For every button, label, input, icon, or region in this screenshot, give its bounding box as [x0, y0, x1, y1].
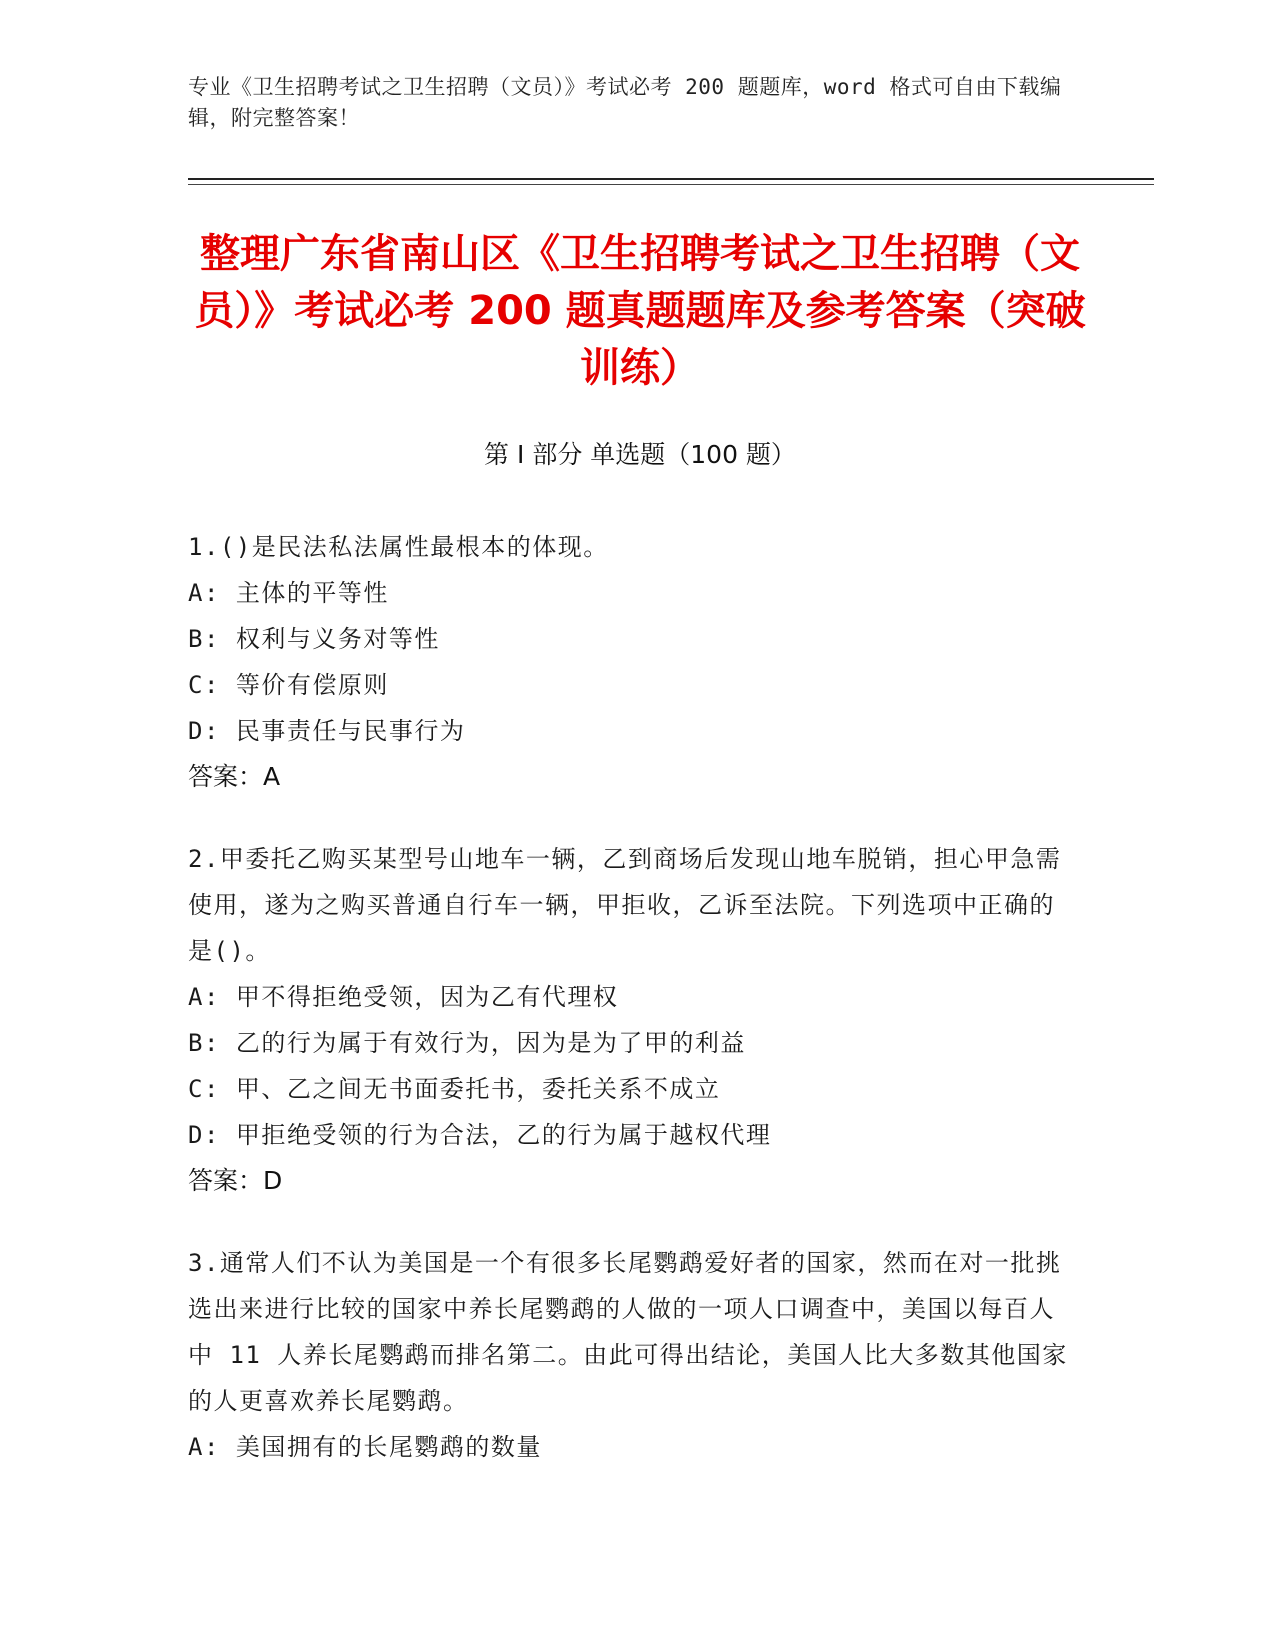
option-a: A: 甲不得拒绝受领，因为乙有代理权 — [188, 983, 619, 1011]
answer-line: 答案：A — [188, 762, 281, 791]
header-divider-thin — [188, 184, 1154, 185]
option-d: D: 甲拒绝受领的行为合法，乙的行为属于越权代理 — [188, 1121, 772, 1149]
header-note: 专业《卫生招聘考试之卫生招聘（文员）》考试必考 200 题题库，word 格式可自由下载编辑，附完整答案！ — [188, 75, 1062, 130]
question-3 — [188, 1240, 1068, 1470]
option-a: A: 美国拥有的长尾鹦鹉的数量 — [188, 1433, 542, 1461]
option-c: C: 甲、乙之间无书面委托书，委托关系不成立 — [188, 1075, 721, 1103]
document-title: 整理广东省南山区《卫生招聘考试之卫生招聘（文员）》考试必考 200 题真题题库及参考答案（突破训练） — [194, 231, 1086, 391]
header-divider-thick — [188, 178, 1154, 180]
option-b: B: 权利与义务对等性 — [188, 625, 440, 653]
section-title: 第 I 部分 单选题（100 题） — [484, 440, 796, 469]
question-stem: 3.通常人们不认为美国是一个有很多长尾鹦鹉爱好者的国家，然而在对一批挑选出来进行比较的国家中养长尾鹦鹉的人做的一项人口调查中，美国以每百人中 11 人养长尾鹦鹉而排名第二。由此可得出结论，美国人比大多数其他国家的人更喜欢养长尾鹦鹉。 — [188, 1249, 1068, 1415]
option-a: A: 主体的平等性 — [188, 579, 389, 607]
option-b: B: 乙的行为属于有效行为，因为是为了甲的利益 — [188, 1029, 746, 1057]
answer-line: 答案：D — [188, 1166, 283, 1195]
question-stem: 2.甲委托乙购买某型号山地车一辆，乙到商场后发现山地车脱销，担心甲急需使用，遂为之购买普通自行车一辆，甲拒收，乙诉至法院。下列选项中正确的是()。 — [188, 845, 1062, 965]
option-d: D: 民事责任与民事行为 — [188, 717, 466, 745]
question-2 — [188, 836, 1068, 1204]
question-list — [188, 524, 1068, 1506]
question-1 — [188, 524, 1068, 800]
question-stem: 1.()是民法私法属性最根本的体现。 — [188, 533, 609, 561]
option-c: C: 等价有偿原则 — [188, 671, 389, 699]
